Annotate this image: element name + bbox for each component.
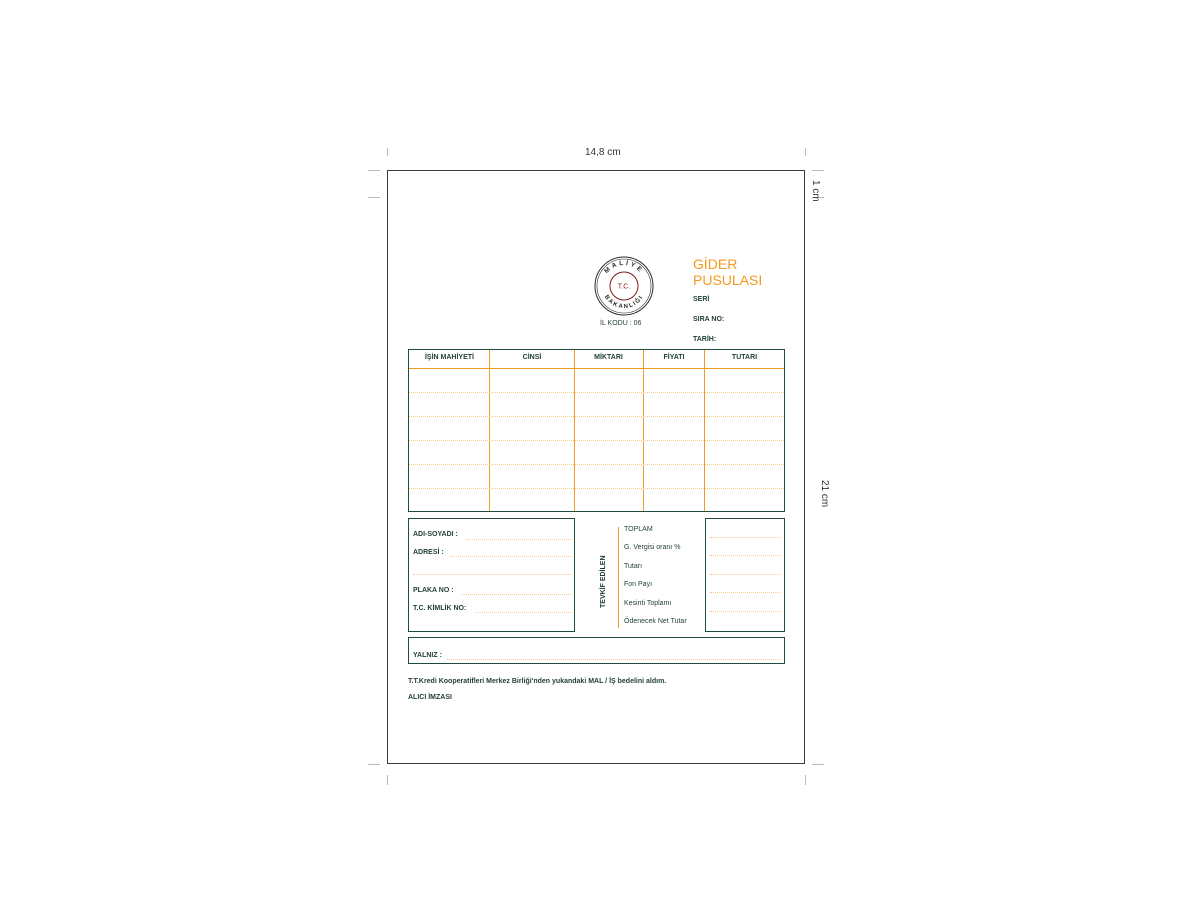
col-fiyati: FİYATI: [663, 354, 685, 361]
col-miktari: MİKTARI: [594, 354, 623, 361]
dimension-tick: [387, 775, 388, 785]
tevkif-item-fon-payi: Fon Payı: [624, 581, 653, 588]
dimension-tick: [368, 170, 380, 171]
tevkif-item-kesinti-toplami: Kesinti Toplamı: [624, 600, 672, 607]
amount-line: [710, 574, 780, 575]
tc-kimlik-line: [476, 612, 571, 613]
sira-no-label: SIRA NO:: [693, 316, 725, 323]
amount-line: [710, 537, 780, 538]
header-divider: [409, 368, 784, 369]
seal-top-text: MALİYE: [603, 259, 645, 275]
col-tutari: TUTARI: [731, 354, 758, 361]
tevkif-item-vergi-orani: G. Vergisi oranı %: [624, 544, 681, 551]
title-line-2: PUSULASI: [693, 272, 763, 288]
column-divider: [704, 350, 705, 511]
width-dimension-label: 14,8 cm: [585, 147, 621, 158]
tevkif-item-odenecek-net: Ödenecek Net Tutar: [624, 618, 687, 625]
adresi-label: ADRESİ :: [413, 549, 444, 556]
dimension-tick: [812, 764, 824, 765]
height-dimension-label: 21 cm: [819, 480, 830, 508]
row-line: [409, 464, 784, 465]
amount-line: [710, 611, 780, 612]
dimension-tick: [368, 197, 380, 198]
dimension-tick: [387, 148, 388, 156]
plaka-no-line: [462, 594, 571, 595]
alici-imzasi-label: ALICI İMZASI: [408, 694, 452, 701]
col-isin-mahiyeti: İŞİN MAHİYETİ: [424, 354, 474, 361]
tevkif-amounts-box: [705, 518, 785, 632]
yalniz-line: [447, 659, 780, 660]
column-divider: [643, 350, 644, 511]
dimension-tick: [805, 775, 806, 785]
row-line: [409, 488, 784, 489]
adresi-line-2: [413, 574, 571, 575]
col-cinsi: CİNSİ: [522, 354, 542, 361]
amount-line: [710, 592, 780, 593]
tarih-label: TARİH:: [693, 336, 717, 343]
receipt-statement: T.T.Kredi Kooperatifleri Merkez Birliği'nden yukandaki MAL / İŞ bedelini aldım.: [408, 678, 667, 685]
adi-soyadi-line: [466, 539, 571, 540]
seal-center-text: T.C.: [617, 283, 631, 291]
yalniz-label: YALNIZ :: [413, 652, 442, 659]
seri-label: SERİ: [693, 296, 710, 303]
adi-soyadi-label: ADI-SOYADI :: [413, 531, 458, 538]
title-line-1: GİDER: [693, 256, 738, 272]
row-line: [409, 440, 784, 441]
column-divider: [489, 350, 490, 511]
il-kodu: İL KODU : 06: [600, 320, 642, 327]
tevkif-divider: [618, 527, 619, 628]
plaka-no-label: PLAKA NO :: [413, 587, 454, 594]
dimension-tick: [805, 148, 806, 156]
tc-kimlik-label: T.C. KİMLİK NO:: [413, 605, 467, 612]
tevkif-item-tutari: Tutarı: [624, 563, 643, 570]
tevkif-edilen-label: TEVKİF EDİLEN: [600, 555, 607, 608]
maliye-seal-icon: [593, 255, 655, 317]
dimension-tick: [368, 764, 380, 765]
items-table: [408, 349, 785, 512]
row-line: [409, 416, 784, 417]
tevkif-item-toplam: TOPLAM: [624, 526, 653, 533]
top-margin-dimension-label: 1 cm: [810, 180, 821, 202]
dimension-tick: [812, 170, 824, 171]
row-line: [409, 392, 784, 393]
seal-bottom-text: BAKANLIĞI: [602, 294, 646, 311]
adresi-line: [450, 556, 571, 557]
svg-text:BAKANLIĞI: [603, 294, 645, 310]
form-title: [693, 256, 762, 288]
column-divider: [574, 350, 575, 511]
amount-line: [710, 555, 780, 556]
